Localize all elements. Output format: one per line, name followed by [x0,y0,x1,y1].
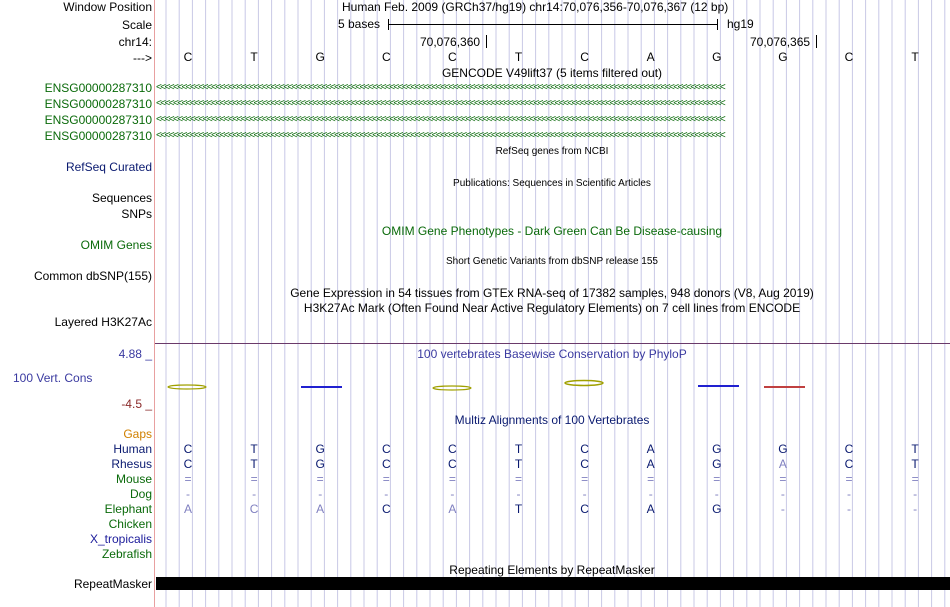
gencode-item-label[interactable]: ENSG00000287310 [44,81,152,95]
alignment-base: C [381,442,391,456]
alignment-base: = [713,472,721,486]
repeatmasker-block[interactable] [156,577,950,590]
repeatmasker-track-label[interactable]: RepeatMasker [73,577,152,591]
alignment-base: = [647,472,655,486]
scale-bar [388,24,718,25]
alignment-base: C [580,442,589,456]
dbsnp-track-title: Short Genetic Variants from dbSNP release 155 [446,256,658,267]
gencode-transcript-3[interactable]: <<<<<<<<<<<<<<<<<<<<<<<<<<<<<<<<<<<<<<<<<<<<<<<<<<<<<<<<<<<<<<<<<<<<<<<<<<<<<<<<<<<<<<<<<<<<<<<<<<<<<<<<<<<<<<<<<<<<<<<<<<<<<<<<<<<<<< [156,114,725,125]
alignment-base: T [911,457,919,471]
conservation-min-value: -4.5 _ [121,397,152,411]
alignment-base: = [184,472,192,486]
alignment-base: - [913,502,918,516]
alignment-base: - [780,502,785,516]
gencode-item-label[interactable]: ENSG00000287310 [44,97,152,111]
gencode-item-label[interactable]: ENSG00000287310 [44,113,152,127]
alignment-base: C [844,442,854,456]
coord-label-1: 70,076,360 [420,35,481,49]
species-label[interactable]: Chicken [108,517,152,531]
base-letter: C [844,50,854,64]
conservation-signal [155,376,950,396]
alignment-base: C [448,442,457,456]
alignment-base: = [316,472,324,486]
alignment-base: C [448,457,457,471]
strand-label: ---> [133,51,152,65]
alignment-base: C [183,457,193,471]
alignment-base: A [646,457,655,471]
conservation-mark [565,381,603,386]
alignment-base: A [183,502,193,516]
species-label[interactable]: Rhesus [111,457,152,471]
gencode-track-title: GENCODE V49lift37 (5 items filtered out) [441,66,663,80]
base-letter: T [514,50,523,64]
species-label[interactable]: Mouse [115,472,152,486]
species-label[interactable]: Dog [129,487,152,501]
alignment-base: C [381,457,391,471]
scale-bar-left-tick [388,19,389,30]
refseq-track-title: RefSeq genes from NCBI [495,146,609,157]
alignment-base: - [252,487,257,501]
scale-label: Scale [121,18,152,32]
alignment-base: C [844,457,854,471]
gtex-track-title: Gene Expression in 54 tissues from GTEx RNA-seq of 17382 samples, 948 donors (V8, Aug 2019) [290,286,814,300]
alignment-base: T [514,442,523,456]
gaps-label: Gaps [123,427,152,441]
alignment-base: G [315,457,325,471]
conservation-mark [433,386,471,390]
alignment-base: - [186,487,190,501]
base-letter: G [712,50,722,64]
alignment-base: - [318,487,323,501]
species-label[interactable]: Human [113,442,152,456]
alignment-base: T [250,442,258,456]
alignment-base: = [845,472,853,486]
alignment-base: A [448,502,457,516]
species-label[interactable]: Zebrafish [101,547,152,561]
conservation-track-title: 100 vertebrates Basewise Conservation by PhyloP [417,347,687,361]
scale-bases-text: 5 bases [338,17,381,31]
base-letter: T [911,50,919,64]
alignment-base: - [516,487,521,501]
conservation-max-value: 4.88 _ [118,347,152,361]
publications-track-title: Publications: Sequences in Scientific Articles [453,178,651,189]
alignment-base: - [847,487,851,501]
alignment-base: A [316,502,325,516]
coord-tick-1 [486,35,487,48]
gencode-transcript-4[interactable]: <<<<<<<<<<<<<<<<<<<<<<<<<<<<<<<<<<<<<<<<<<<<<<<<<<<<<<<<<<<<<<<<<<<<<<<<<<<<<<<<<<<<<<<<<<<<<<<<<<<<<<<<<<<<<<<<<<<<<<<<<<<<<<<<<<<<<< [156,130,725,141]
h3k27ac-track-label[interactable]: Layered H3K27Ac [54,315,152,329]
alignment-base: C [580,502,589,516]
multiz-track-title: Multiz Alignments of 100 Vertebrates [454,413,650,427]
coord-label-2: 70,076,365 [750,35,811,49]
chrom-label: chr14: [118,35,152,49]
repeatmasker-track-title: Repeating Elements by RepeatMasker [449,563,655,577]
alignment-base: - [714,487,719,501]
alignment-base: - [582,487,587,501]
alignment-base: = [514,472,523,486]
alignment-base: - [384,487,389,501]
coord-tick-2 [816,35,817,48]
alignment-base: G [712,457,722,471]
gencode-transcript-2[interactable]: <<<<<<<<<<<<<<<<<<<<<<<<<<<<<<<<<<<<<<<<<<<<<<<<<<<<<<<<<<<<<<<<<<<<<<<<<<<<<<<<<<<<<<<<<<<<<<<<<<<<<<<<<<<<<<<<<<<<<<<<<<<<<<<<<<<<<< [156,98,725,109]
scale-bar-right-tick [717,19,718,30]
window-position-label: Window Position [63,0,152,14]
base-letter: T [250,50,258,64]
alignment-base: G [315,442,325,456]
alignment-base: G [778,442,788,456]
alignment-base: - [648,487,653,501]
species-label[interactable]: Elephant [104,502,152,516]
alignment-base: - [847,502,851,516]
base-letter: C [381,50,391,64]
window-position-value: Human Feb. 2009 (GRCh37/hg19) chr14:70,076,356-70,076,367 (12 bp) [342,0,729,14]
base-letter: G [778,50,788,64]
conservation-mark [168,385,206,389]
alignment-base: T [514,457,523,471]
alignment-base: G [712,442,722,456]
image-left-border [154,0,155,607]
alignment-base: C [249,502,259,516]
base-letter: A [646,50,655,64]
alignment-base: A [646,442,655,456]
sequences-track-label[interactable]: Sequences [91,191,152,205]
alignment-base: = [911,472,919,486]
omim-track-title: OMIM Gene Phenotypes - Dark Green Can Be Disease-causing [381,224,723,238]
base-letter: G [315,50,325,64]
alignment-base: = [779,472,787,486]
alignment-base: C [580,457,589,471]
species-label[interactable]: X_tropicalis [89,532,152,546]
h3k27ac-track-title: H3K27Ac Mark (Often Found Near Active Regulatory Elements) on 7 cell lines from ENCODE [303,301,801,315]
base-letter: C [183,50,193,64]
omim-track-label[interactable]: OMIM Genes [80,238,152,252]
base-letter: C [580,50,589,64]
alignment-base: T [250,457,258,471]
alignment-base: T [514,502,523,516]
gencode-item-label[interactable]: ENSG00000287310 [44,129,152,143]
scale-assembly-text: hg19 [727,17,754,31]
alignment-base: = [448,472,456,486]
alignment-base: - [913,487,918,501]
alignment-base: = [382,472,390,486]
alignment-base: = [250,472,258,486]
alignment-base: - [450,487,455,501]
gencode-transcript-1[interactable]: <<<<<<<<<<<<<<<<<<<<<<<<<<<<<<<<<<<<<<<<<<<<<<<<<<<<<<<<<<<<<<<<<<<<<<<<<<<<<<<<<<<<<<<<<<<<<<<<<<<<<<<<<<<<<<<<<<<<<<<<<<<<<<<<<<<<<< [156,82,725,93]
alignment-base: - [780,487,785,501]
refseq-track-label[interactable]: RefSeq Curated [65,160,152,174]
alignment-base: G [712,502,722,516]
conservation-track-label[interactable]: 100 Vert. Cons [13,371,93,385]
alignment-base: = [581,472,589,486]
alignment-base: T [911,442,919,456]
snps-track-label[interactable]: SNPs [121,207,152,221]
alignment-base: A [778,457,787,471]
conservation-top-line [155,343,950,344]
alignment-base: A [646,502,655,516]
alignment-base: C [183,442,193,456]
alignment-base: C [381,502,391,516]
dbsnp-track-label[interactable]: Common dbSNP(155) [33,269,152,283]
base-letter: C [448,50,457,64]
